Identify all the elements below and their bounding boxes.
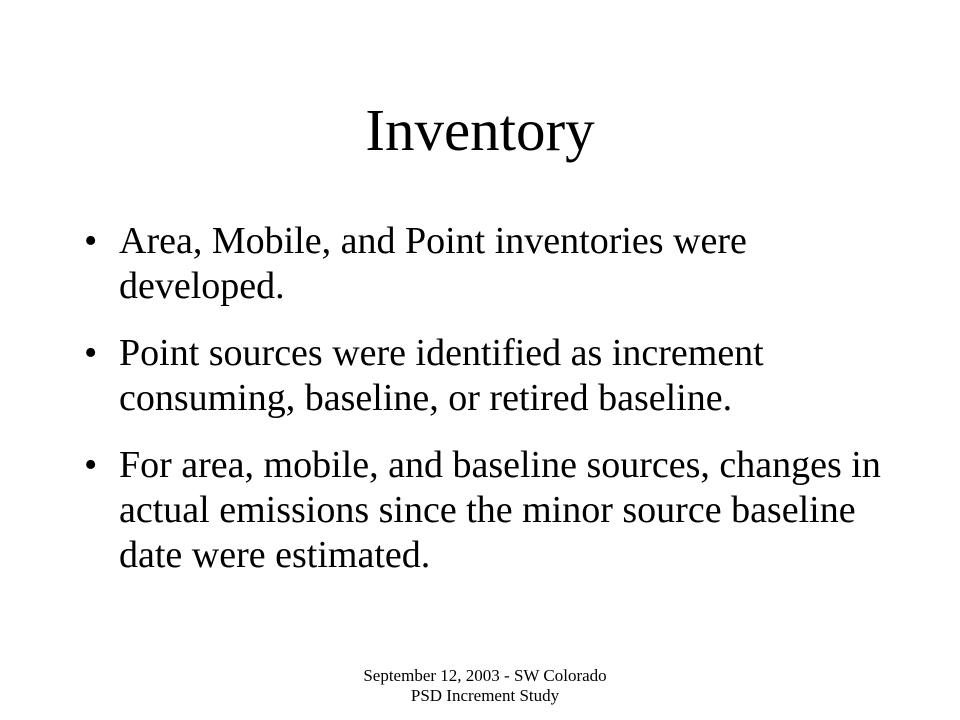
bullet-text: For area, mobile, and baseline sources, changes in actual emissions since the minor source baseline date were estimated. — [119, 444, 881, 576]
bullet-text: Point sources were identified as increment consuming, baseline, or retired baseline. — [119, 332, 764, 419]
bullet-text: Area, Mobile, and Point inventories were developed. — [119, 220, 747, 307]
bullet-item — [84, 331, 884, 421]
slide-footer — [0, 666, 960, 706]
footer-study-line: PSD Increment Study — [410, 686, 560, 705]
bullet-marker: • — [84, 332, 98, 374]
bullet-marker: • — [84, 444, 98, 486]
bullet-marker: • — [84, 220, 98, 262]
bullet-list — [84, 219, 884, 600]
bullet-item — [84, 443, 884, 578]
slide-title: Inventory — [365, 97, 595, 163]
footer-date-line: September 12, 2003 - SW Colorado — [363, 666, 607, 685]
bullet-item — [84, 219, 884, 309]
